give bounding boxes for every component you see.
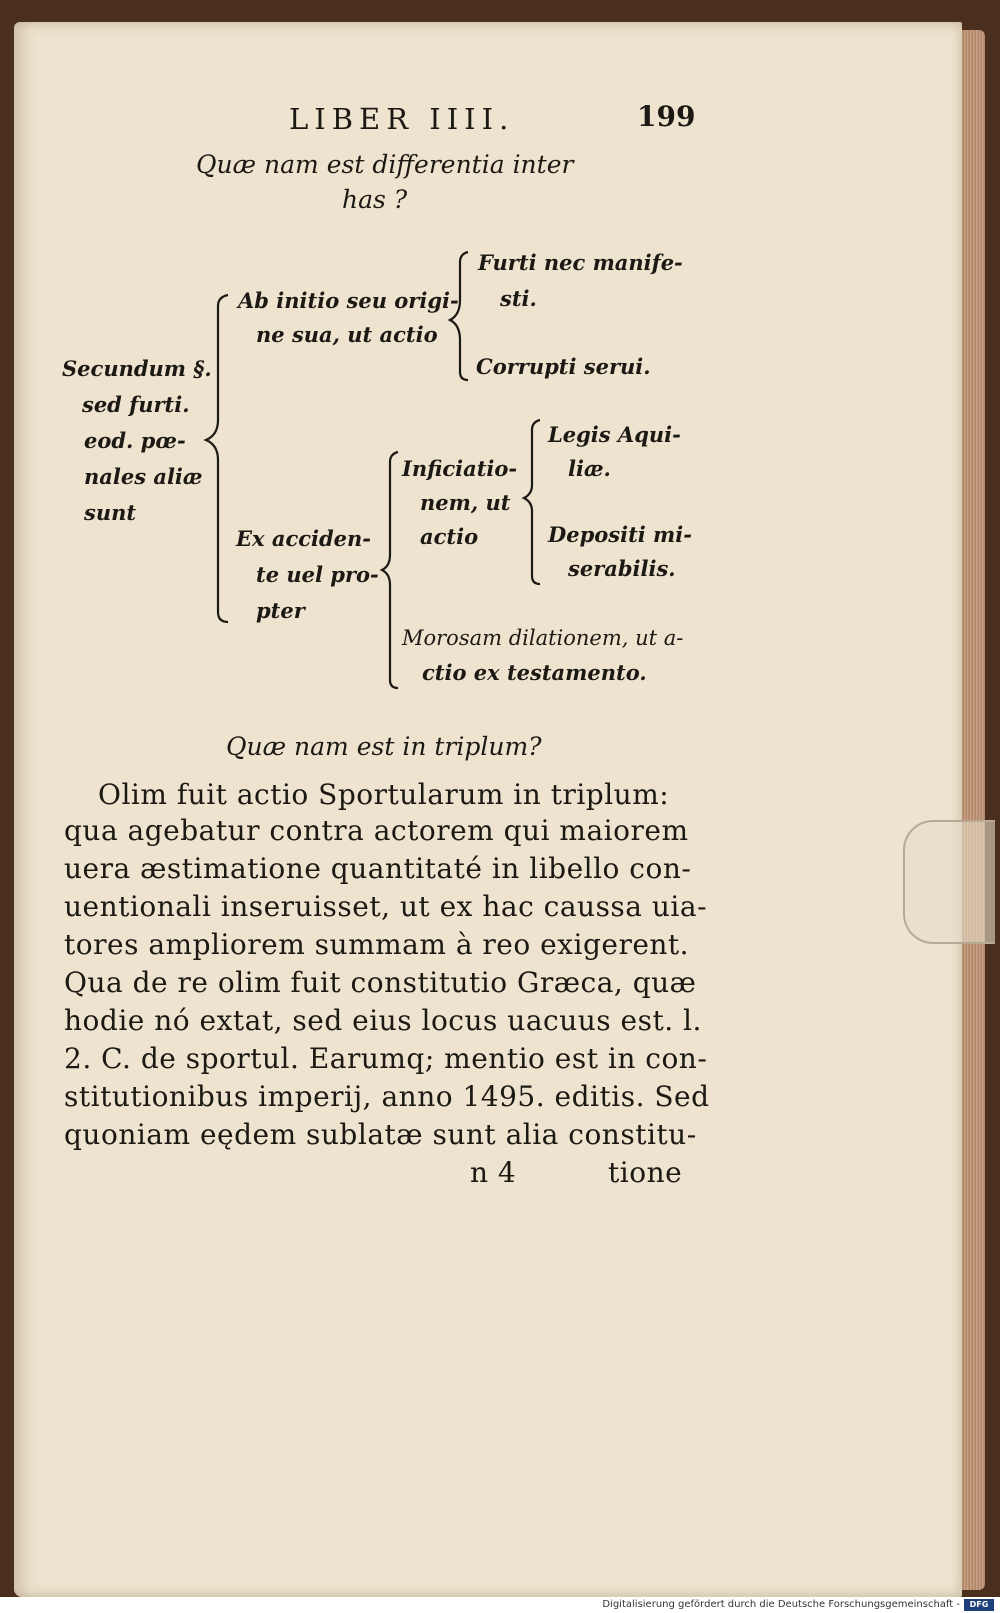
dfg-logo: DFG [964,1599,994,1611]
branch2a-brace [524,420,540,584]
branch1-line-2: ne sua, ut actio [256,322,438,347]
tree-root-line-2: sed furti. [82,392,190,417]
tree-root-line-4: nales aliæ [84,464,203,489]
body-line: uera æstimatione quantitaté in libello con- [64,852,692,885]
body-line: stitutionibus imperij, anno 1495. editis. Sed [64,1080,710,1113]
branch2-line-2: te uel pro- [256,562,379,587]
branch1-leaf2: Corrupti serui. [476,354,651,379]
branch2b-line-1: Morosam dilationem, ut a- [402,626,684,650]
root-brace [206,295,228,622]
branch1-leaf1-line-1: Furti nec manife- [478,250,683,275]
page-number: 199 [637,100,696,133]
branch2b-line-2: ctio ex testamento. [422,660,647,685]
branch1-leaf1-line-2: sti. [500,286,537,311]
question-heading-line-1: Quæ nam est differentia inter [196,150,574,179]
running-head: LIBER IIII. [289,102,515,136]
body-line: Qua de re olim fuit constitutio Græca, quæ [64,966,697,999]
branch2a-line-2: nem, ut [420,490,511,515]
body-line: quoniam eędem sublatæ sunt alia constitu- [64,1118,697,1151]
signature-mark: n 4 [470,1156,517,1189]
body-line: tores ampliorem summam à reo exigerent. [64,928,690,961]
tree-root-line-1: Secundum §. [62,356,212,381]
branch2a-leaf1-line-2: liæ. [568,456,611,481]
branch2-line-1: Ex acciden- [236,526,372,551]
body-line: Olim fuit actio Sportularum in triplum: [98,778,670,811]
body-line: 2. C. de sportul. Earumq; mentio est in con- [64,1042,708,1075]
tree-root-line-5: sunt [84,500,137,525]
branch2a-leaf2-line-2: serabilis. [568,556,676,581]
body-line: hodie nó extat, sed eius locus uacuus est. l. [64,1004,702,1037]
branch2a-leaf2-line-1: Depositi mi- [548,522,692,547]
question-heading-line-2: has ? [342,185,408,214]
branch2a-line-3: actio [420,524,479,549]
body-line: qua agebatur contra actorem qui maiorem [64,814,689,847]
branch2-brace [382,452,398,688]
branch2a-leaf1-line-1: Legis Aqui- [548,422,681,447]
branch2a-line-1: Inficiatio- [402,456,518,481]
branch1-line-1: Ab initio seu origi- [238,288,459,313]
footer-credit: Digitalisierung gefördert durch die Deutsche Forschungsgemeinschaft - [602,1599,960,1610]
question-heading-2: Quæ nam est in triplum? [226,732,542,761]
branch1-brace [450,252,468,380]
tree-root-line-3: eod. pœ- [84,428,186,453]
body-line: uentionali inseruisset, ut ex hac caussa uia- [64,890,708,923]
catchword: tione [608,1156,683,1189]
branch2-line-3: pter [256,598,305,623]
